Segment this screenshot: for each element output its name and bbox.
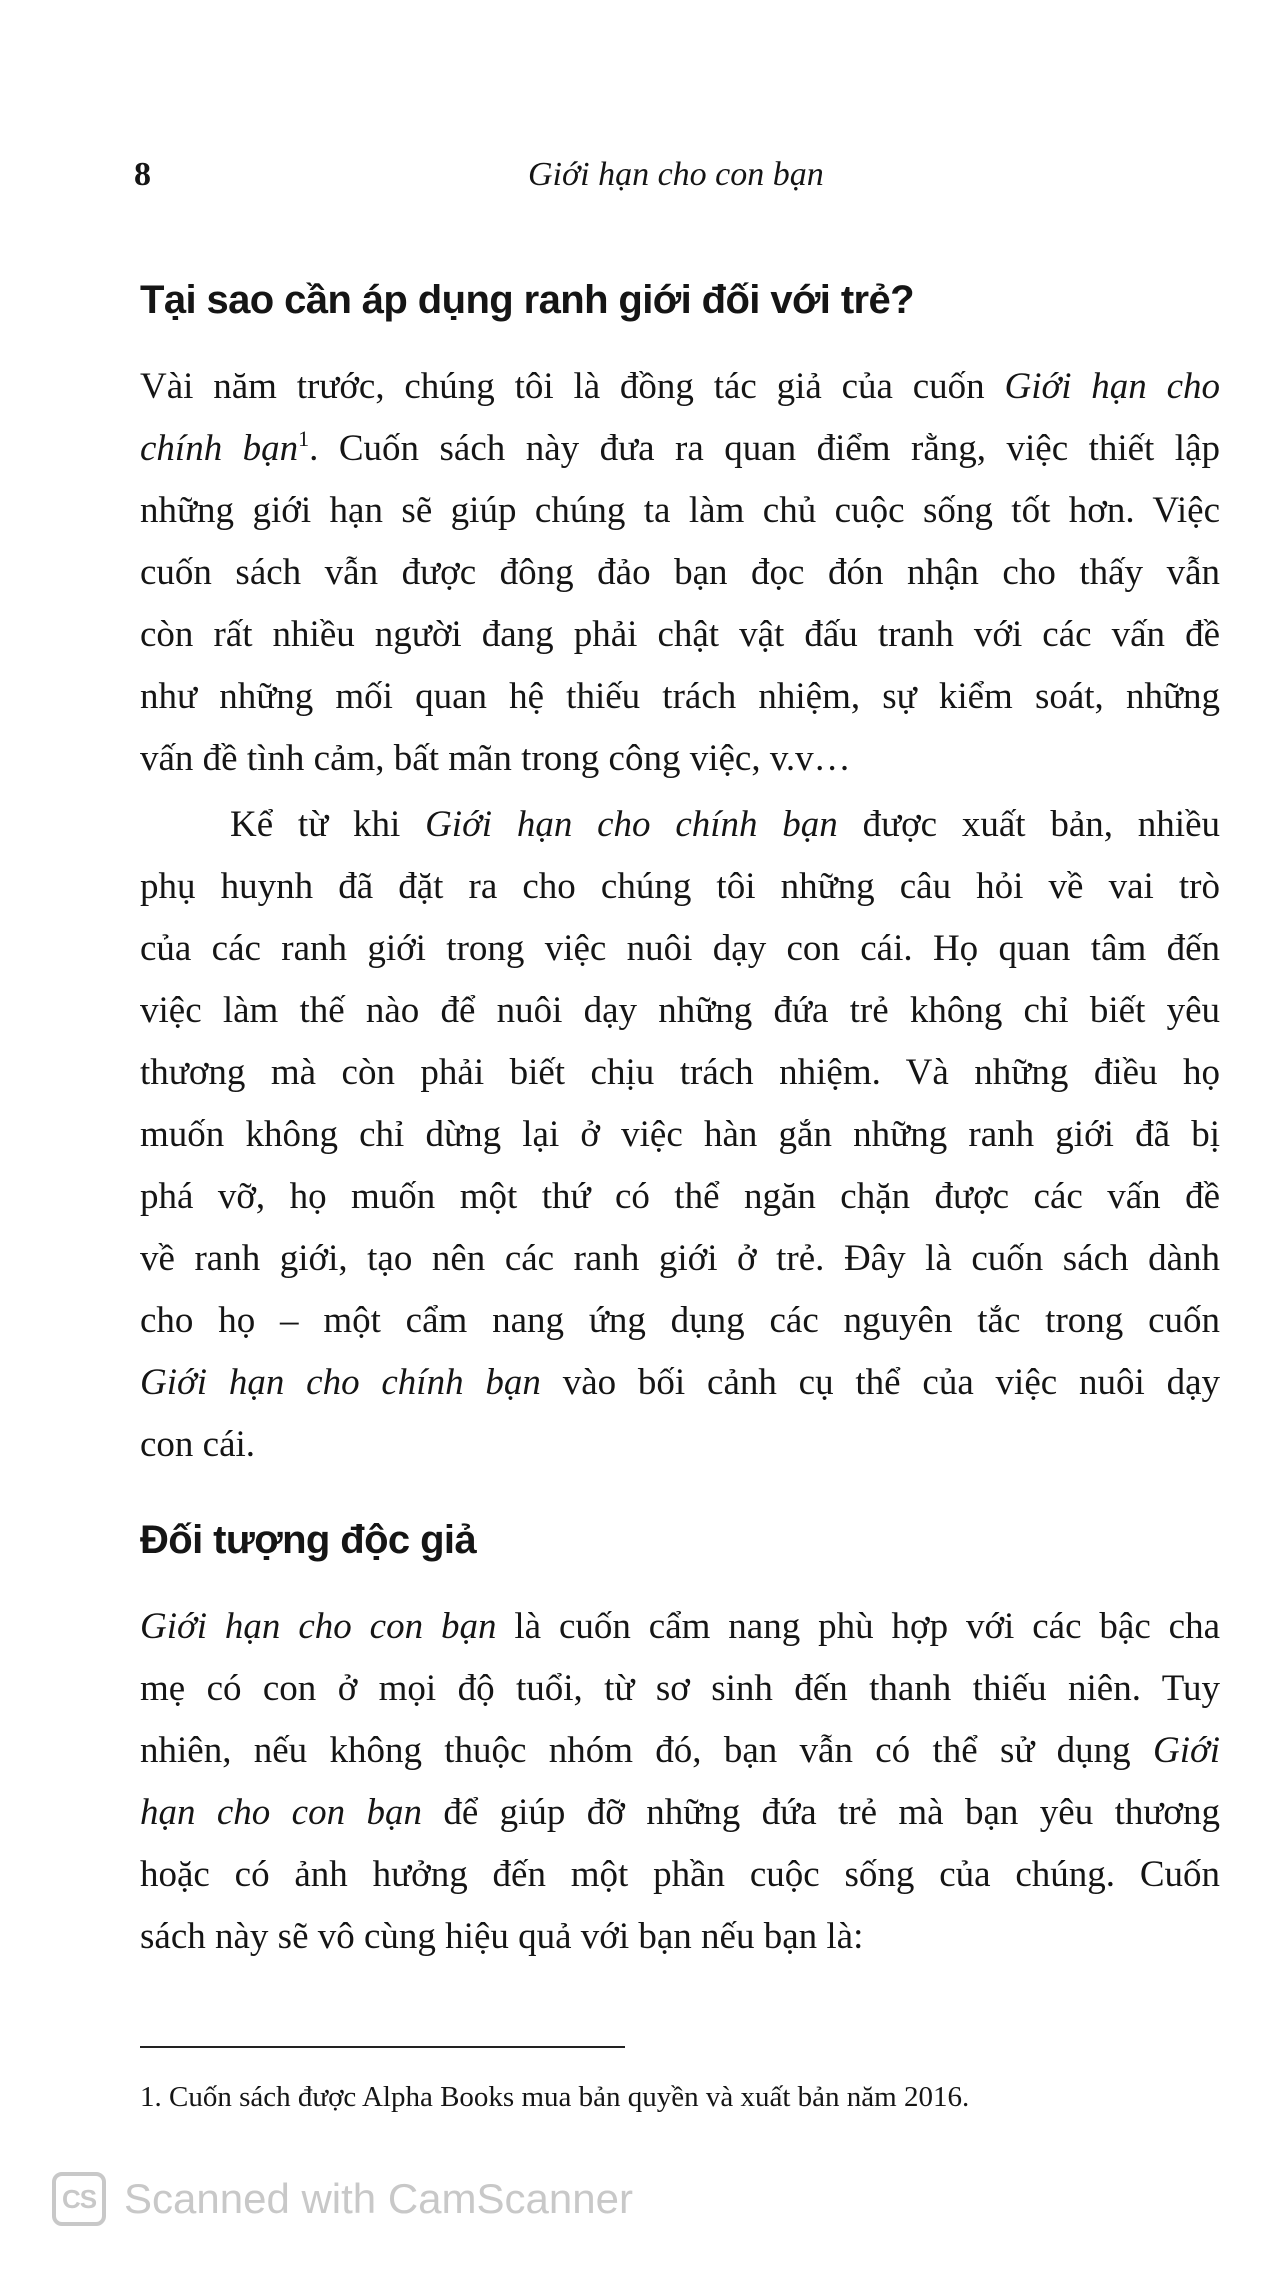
paragraph-line [140,356,1220,418]
footnote-marker[interactable]: 1 [298,426,310,451]
text-run: nhiên, nếu không thuộc nhóm đó, bạn vẫn có thể sử dụng [140,1730,1153,1771]
text-run: để giúp đỡ những đứa trẻ mà bạn yêu thương [421,1792,1220,1833]
text-run: . Cuốn sách này đưa ra quan điểm rằng, việc thiết lập [309,428,1220,469]
text-run: Vài năm trước, chúng tôi là đồng tác giả của cuốn [140,366,1005,407]
watermark-text: Scanned with CamScanner [124,2175,633,2222]
paragraph-line [140,1782,1220,1844]
paragraph-line [140,418,1220,480]
book-title-italic: Giới hạn cho [1004,366,1220,407]
book-title-italic: hạn cho con bạn [140,1792,422,1833]
text-run: là cuốn cẩm nang phù hợp với các bậc cha [496,1606,1220,1647]
paragraph-line: sách này sẽ vô cùng hiệu quả với bạn nếu bạn là: [140,1916,864,1957]
running-title: Giới hạn cho con bạn [528,156,824,193]
paragraph-line: phụ huynh đã đặt ra cho chúng tôi những câu hỏi về vai trò [140,866,1220,907]
paragraph-line: hoặc có ảnh hưởng đến một phần cuộc sống của chúng. Cuốn [140,1854,1220,1895]
book-title-italic: Giới hạn cho chính bạn [140,1362,541,1403]
paragraph-line: mẹ có con ở mọi độ tuổi, từ sơ sinh đến thanh thiếu niên. Tuy [140,1668,1220,1709]
paragraph-line: thương mà còn phải biết chịu trách nhiệm. Và những điều họ [140,1052,1220,1093]
paragraph-3 [140,1596,1220,1968]
text-run: được xuất bản, nhiều [837,804,1220,845]
section-heading-why-boundaries: Tại sao cần áp dụng ranh giới đối với trẻ? [140,278,914,322]
paragraph-line: con cái. [140,1424,256,1465]
camscanner-logo-icon: CS [52,2172,106,2226]
paragraph-line: của các ranh giới trong việc nuôi dạy con cái. Họ quan tâm đến [140,928,1220,969]
paragraph-line [140,1596,1220,1658]
paragraph-line: cuốn sách vẫn được đông đảo bạn đọc đón nhận cho thấy vẫn [140,552,1220,593]
book-title-italic: Giới hạn cho con bạn [140,1606,497,1647]
paragraph-line: như những mối quan hệ thiếu trách nhiệm, sự kiểm soát, những [140,676,1220,717]
paragraph-2 [140,794,1220,1476]
paragraph-line: phá vỡ, họ muốn một thứ có thể ngăn chặn được các vấn đề [140,1176,1220,1217]
footnote-divider [140,2046,625,2048]
paragraph-line: về ranh giới, tạo nên các ranh giới ở trẻ. Đây là cuốn sách dành [140,1238,1220,1279]
text-run: Kể từ khi [230,804,426,845]
paragraph-line: còn rất nhiều người đang phải chật vật đấu tranh với các vấn đề [140,614,1220,655]
paragraph-line [140,794,1220,856]
paragraph-line: cho họ – một cẩm nang ứng dụng các nguyên tắc trong cuốn [140,1300,1220,1341]
paragraph-line [140,1352,1220,1414]
paragraph-line: muốn không chỉ dừng lại ở việc hàn gắn những ranh giới đã bị [140,1114,1220,1155]
page-number: 8 [134,156,151,193]
paragraph-line [140,1720,1220,1782]
section-heading-audience: Đối tượng độc giả [140,1518,477,1562]
paragraph-line: những giới hạn sẽ giúp chúng ta làm chủ cuộc sống tốt hơn. Việc [140,490,1220,531]
paragraph-line: việc làm thế nào để nuôi dạy những đứa trẻ không chỉ biết yêu [140,990,1220,1031]
camscanner-watermark [52,2172,633,2226]
footnote: 1. Cuốn sách được Alpha Books mua bản quyền và xuất bản năm 2016. [140,2081,970,2113]
book-title-italic: Giới [1152,1730,1220,1771]
book-title-italic: Giới hạn cho chính bạn [425,804,838,845]
paragraph-1 [140,356,1220,790]
book-title-italic: chính bạn [140,428,299,469]
paragraph-line: vấn đề tình cảm, bất mãn trong công việc, v.v… [140,738,851,779]
text-run: vào bối cảnh cụ thể của việc nuôi dạy [540,1362,1221,1403]
